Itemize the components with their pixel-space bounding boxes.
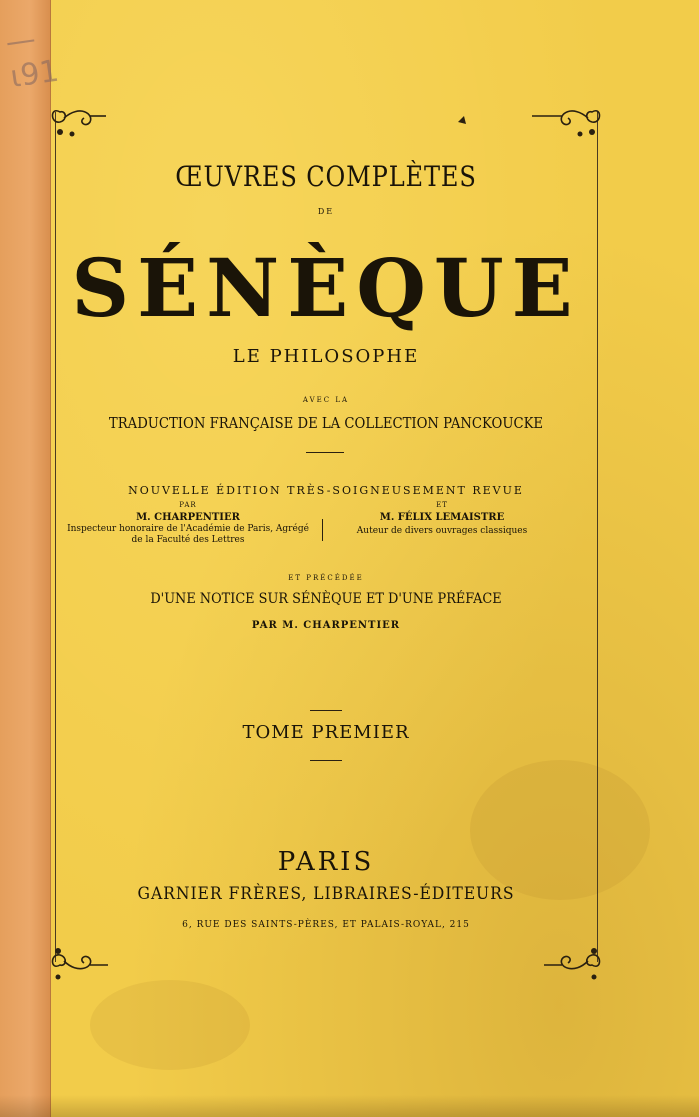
book-spine: [0, 0, 61, 1117]
scroll-icon: [53, 111, 66, 122]
top-ornament: [46, 96, 606, 146]
editor-one: [58, 501, 318, 545]
editor-one-par: PAR: [179, 501, 197, 509]
cover-bottom-edge: [0, 1095, 699, 1117]
editor-one-role: Inspecteur honoraire de l'Académie de Paris, Agrégé: [67, 524, 309, 534]
translation-line: TRADUCTION FRANÇAISE DE LA COLLECTION PANCKOUCKE: [108, 414, 544, 432]
paper-stain: [90, 980, 250, 1070]
editor-two-et: ET: [436, 501, 448, 509]
imprint-address: 6, RUE DES SAINTS-PÈRES, ET PALAIS-ROYAL, 215: [182, 920, 470, 930]
author-name: SÉNÈQUE: [71, 241, 581, 335]
imprint-publisher: GARNIER FRÈRES, LIBRAIRES-ÉDITEURS: [137, 884, 515, 904]
bottom-ornament: [46, 945, 606, 985]
editor-one-role2: de la Faculté des Lettres: [131, 535, 245, 545]
volume-title: TOME PREMIER: [242, 722, 410, 743]
scroll-icon: [587, 111, 600, 122]
author-subtitle: LE PHILOSOPHE: [232, 346, 420, 367]
paper-stain: [470, 760, 650, 900]
divider: [310, 760, 342, 761]
notice-by: PAR M. CHARPENTIER: [251, 620, 401, 631]
divider: [310, 710, 342, 711]
editor-two-name: M. FÉLIX LEMAISTRE: [379, 512, 505, 523]
preceded-line: ET PRÉCÉDÉE: [288, 574, 364, 582]
editor-two: [334, 501, 550, 536]
imprint-city: PARIS: [277, 847, 375, 877]
title-de: DE: [317, 207, 335, 216]
notice-line: D'UNE NOTICE SUR SÉNÈQUE ET D'UNE PRÉFACE: [150, 591, 502, 607]
series-title: ŒUVRES COMPLÈTES: [175, 160, 477, 193]
editor-one-name: M. CHARPENTIER: [136, 512, 240, 523]
avec-la: AVEC LA: [302, 396, 350, 404]
edition-line: NOUVELLE ÉDITION TRÈS-SOIGNEUSEMENT REVUE: [128, 484, 524, 497]
column-divider: [322, 519, 323, 541]
divider: [306, 452, 344, 453]
frame-right-line: [597, 112, 598, 962]
spine-handwritten-mark: —ɩ91: [3, 21, 61, 96]
editor-two-role: Auteur de divers ouvrages classiques: [356, 526, 528, 536]
